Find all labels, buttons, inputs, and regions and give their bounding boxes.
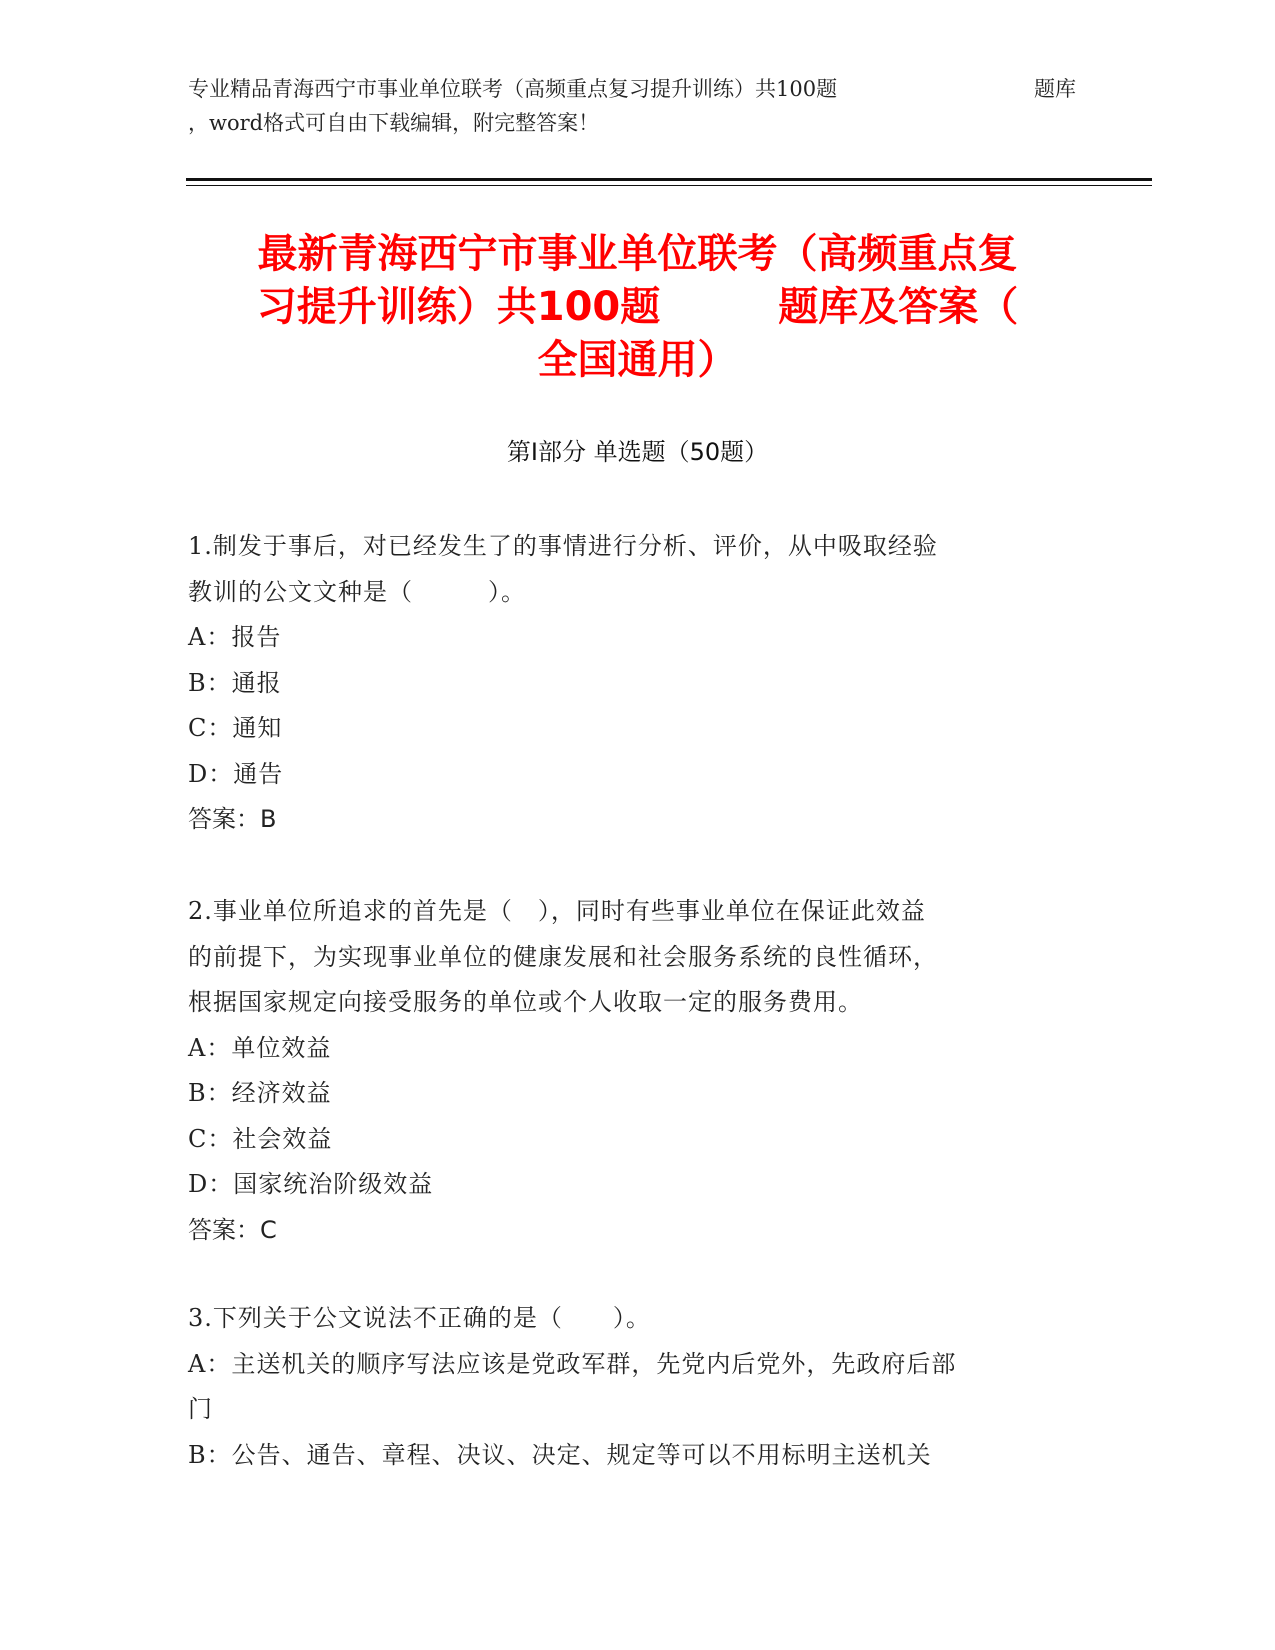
question-stem-line: 3.下列关于公文说法不正确的是（ ）。	[188, 1304, 651, 1332]
title-row-2-left: 习提升训练）共100题	[256, 284, 661, 330]
option-c: C：通知	[188, 714, 283, 742]
header-text: 专业精品青海西宁市事业单位联考（高频重点复习提升训练）共100题	[188, 77, 838, 101]
option-a: A：主送机关的顺序写法应该是党政军群，先党内后党外，先政府后部	[188, 1349, 957, 1378]
header-tail-text: 题库	[1034, 77, 1076, 101]
title-row-2	[195, 281, 1080, 334]
header-line-2: ，word格式可自由下载编辑，附完整答案！	[188, 111, 600, 135]
answer-line: 答案：C	[188, 1215, 277, 1244]
header-divider-thick	[186, 178, 1152, 181]
title-row-1: 最新青海西宁市事业单位联考（高频重点复	[257, 231, 1018, 277]
option-c: C：社会效益	[188, 1124, 333, 1153]
question-stem-line: 1.制发于事后，对已经发生了的事情进行分析、评价，从中吸取经验	[188, 532, 938, 560]
title-row-2-right: 题库及答案（	[778, 284, 1019, 330]
option-a: A：单位效益	[188, 1033, 332, 1062]
option-a-continued: 门	[188, 1395, 213, 1423]
header-divider-thin	[186, 185, 1152, 186]
section-title: 第Ⅰ部分 单选题（50题）	[506, 438, 769, 466]
question-1	[188, 524, 1068, 843]
page-header	[188, 72, 1148, 140]
title-row-3: 全国通用）	[537, 337, 738, 383]
header-line-1	[188, 72, 1148, 106]
option-a: A：报告	[188, 623, 282, 651]
option-d: D：国家统治阶级效益	[188, 1170, 434, 1198]
question-stem-line: 根据国家规定向接受服务的单位或个人收取一定的服务费用。	[188, 988, 863, 1016]
option-d: D：通告	[188, 759, 284, 788]
question-2	[188, 889, 1068, 1253]
option-b: B：通报	[188, 668, 282, 697]
option-b: B：经济效益	[188, 1079, 332, 1107]
answer-line: 答案：B	[188, 805, 277, 833]
question-stem-line: 教训的公文文种是（ ）。	[188, 577, 526, 606]
document-title	[195, 228, 1080, 387]
option-b: B：公告、通告、章程、决议、决定、规定等可以不用标明主送机关	[188, 1440, 932, 1469]
question-3	[188, 1296, 1068, 1478]
question-stem-line: 2.事业单位所追求的首先是（ ），同时有些事业单位在保证此效益	[188, 897, 926, 925]
question-stem-line: 的前提下，为实现事业单位的健康发展和社会服务系统的良性循环，	[188, 942, 938, 971]
